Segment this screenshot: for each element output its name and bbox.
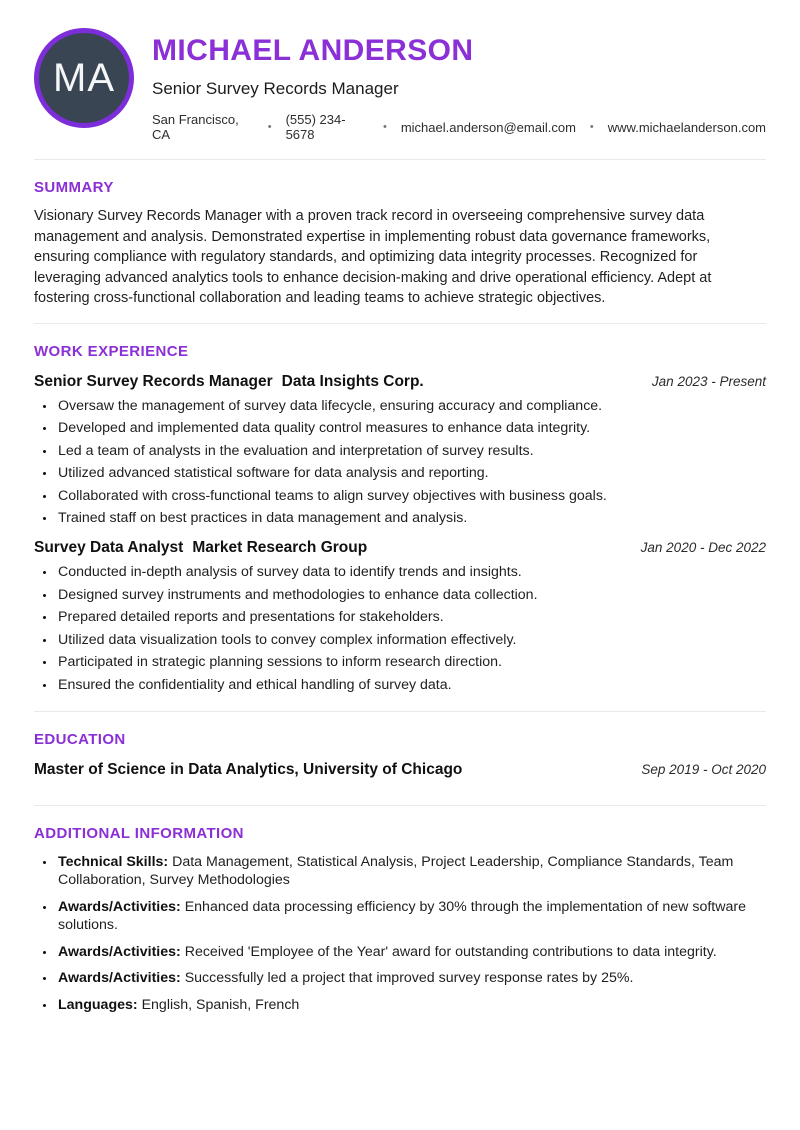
- info-item-label: Awards/Activities:: [58, 898, 181, 915]
- bullet-separator: •: [589, 121, 594, 133]
- header-text: [152, 28, 766, 142]
- job-bullet: • Utilized data visualization tools to convey complex information effectively.: [56, 632, 766, 648]
- job-entry-header: [34, 373, 766, 391]
- job-bullet-list: [34, 564, 766, 693]
- job-entry-header: [34, 539, 766, 557]
- job-title-company: [34, 539, 367, 557]
- job-bullet-list: [34, 398, 766, 527]
- contact-email: michael.anderson@email.com: [400, 119, 576, 135]
- contact-row: [152, 112, 766, 142]
- info-item-label: Languages:: [58, 996, 138, 1013]
- info-item-label: Awards/Activities:: [58, 943, 181, 960]
- job-dates: Jan 2020 - Dec 2022: [640, 540, 766, 555]
- job-dates: Jan 2023 - Present: [651, 373, 766, 389]
- bullet-separator: •: [267, 121, 272, 133]
- section-divider: [34, 159, 766, 160]
- avatar-initials: MA: [53, 55, 115, 100]
- job-bullet: • Ensured the confidentiality and ethical handling of survey data.: [56, 677, 766, 693]
- job-bullet: • Conducted in-depth analysis of survey data to identify trends and insights.: [56, 564, 766, 580]
- info-item-text: English, Spanish, French: [141, 996, 300, 1013]
- job-bullet: • Participated in strategic planning sessions to inform research direction.: [56, 654, 766, 670]
- resume-header: [34, 28, 766, 142]
- section-divider: [34, 805, 766, 806]
- job-title-subtitle: Senior Survey Records Manager: [152, 79, 399, 98]
- job-bullet: • Led a team of analysts in the evaluation and interpretation of survey results.: [56, 443, 766, 459]
- education-degree: Master of Science in Data Analytics, University of Chicago: [34, 760, 463, 778]
- job-bullet: • Designed survey instruments and methodologies to enhance data collection.: [56, 587, 766, 603]
- bullet-separator: •: [382, 121, 387, 133]
- job-company: Data Insights Corp.: [281, 372, 424, 390]
- job-title: Survey Data Analyst: [34, 539, 184, 556]
- info-item-awards: [56, 898, 766, 935]
- section-divider: [34, 323, 766, 324]
- work-experience-heading: WORK EXPERIENCE: [34, 342, 189, 360]
- summary-heading: SUMMARY: [34, 179, 114, 196]
- info-item-text: Data Management, Statistical Analysis, Project Leadership, Compliance Standards, Team Collaboration, Survey Methodologies: [58, 853, 734, 888]
- contact-website: www.michaelanderson.com: [607, 119, 766, 135]
- education-entry: [34, 761, 766, 779]
- job-title: Senior Survey Records Manager: [34, 372, 273, 390]
- info-item-awards: [56, 969, 766, 988]
- info-item-technical-skills: [56, 853, 766, 890]
- job-title-company: [34, 373, 424, 391]
- job-bullet: • Collaborated with cross-functional teams to align survey objectives with business goals.: [56, 488, 766, 504]
- contact-phone: (555) 234-5678: [285, 112, 346, 142]
- additional-information-heading: ADDITIONAL INFORMATION: [34, 824, 244, 842]
- job-bullet: • Oversaw the management of survey data lifecycle, ensuring accuracy and compliance.: [56, 398, 766, 414]
- education-dates: Sep 2019 - Oct 2020: [641, 761, 766, 777]
- info-item-text: Received 'Employee of the Year' award for outstanding contributions to data integrity.: [184, 943, 717, 960]
- page-title: MICHAEL ANDERSON: [152, 34, 474, 67]
- job-bullet: • Trained staff on best practices in data management and analysis.: [56, 510, 766, 526]
- info-item-label: Technical Skills:: [58, 853, 169, 870]
- job-bullet: • Prepared detailed reports and presentations for stakeholders.: [56, 609, 766, 625]
- summary-text: Visionary Survey Records Manager with a proven track record in overseeing comprehensive survey data management and analysis. Demonstrated expertise in implementing robust data governance frameworks, ensuring compliance with regulatory standards, and optimizing data integrity processes. Recognized for leveraging advanced analytics tools to enhance decision-making and drive operational efficiency. Adept at fostering cross-functional collaboration and leading teams to achieve strategic objectives.: [34, 208, 712, 306]
- section-divider: [34, 711, 766, 712]
- info-item-text: Successfully led a project that improved survey response rates by 25%.: [184, 970, 634, 986]
- job-company: Market Research Group: [192, 539, 368, 556]
- job-bullet: • Developed and implemented data quality control measures to enhance data integrity.: [56, 420, 766, 436]
- contact-location: San Francisco, CA: [152, 112, 239, 142]
- info-item-label: Awards/Activities:: [58, 970, 181, 986]
- avatar: [34, 28, 134, 128]
- job-bullet: • Utilized advanced statistical software for data analysis and reporting.: [56, 465, 766, 481]
- education-heading: EDUCATION: [34, 730, 126, 748]
- info-item-awards: [56, 943, 766, 962]
- info-item-text: Enhanced data processing efficiency by 30% through the implementation of new software solutions.: [58, 898, 746, 933]
- additional-info-list: [34, 853, 766, 1015]
- info-item-languages: [56, 996, 766, 1015]
